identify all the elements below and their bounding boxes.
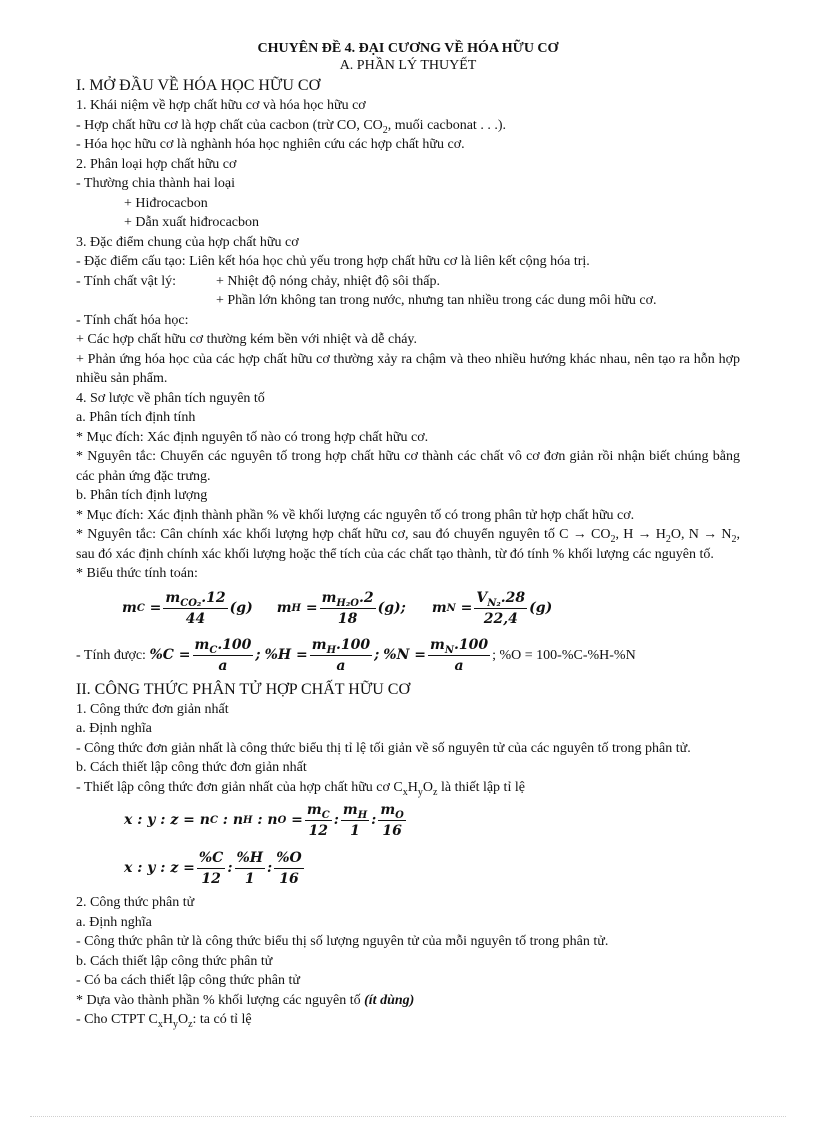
formula-mH: m H = $\frac{m_{H_2O}.2}{18}$ (g) ; [276, 589, 406, 627]
list-item: + Phần lớn không tan trong nước, nhưng tan nhiều trong các dung môi hữu cơ. [216, 293, 657, 308]
paragraph: * Mục đích: Xác định thành phần % về khối lượng các nguyên tố có trong phân tử hợp chất hữu cơ. [76, 507, 635, 523]
list-item: + Phản ứng hóa học của các hợp chất hữu cơ thường xảy ra chậm và theo nhiều hướng khác nhau, nên tạo ra hỗn hợp nhiều sản phẩm. [76, 351, 740, 386]
document-subtitle: A. PHẦN LÝ THUYẾT [339, 58, 477, 73]
paragraph: a. Phân tích định tính [76, 410, 196, 425]
physical-properties [76, 272, 740, 292]
paragraph: a. Định nghĩa [76, 914, 152, 930]
paragraph: b. Phân tích định lượng [76, 488, 208, 503]
paragraph: - Có ba cách thiết lập công thức phân tử [76, 973, 300, 988]
subsection-title: 3. Đặc điểm chung của hợp chất hữu cơ [76, 234, 299, 250]
list-item: + Các hợp chất hữu cơ thường kém bền với nhiệt và dễ cháy. [76, 332, 418, 347]
formula-pN: %N = $\frac{m_N.100}{a}$ [383, 636, 489, 674]
paragraph: - Đặc điểm cấu tạo: Liên kết hóa học chủ yếu trong hợp chất hữu cơ là liên kết cộng hóa trị. [76, 254, 590, 269]
paragraph: * Biểu thức tính toán: [76, 566, 198, 581]
formula-mC: m C = $\frac{m_{CO_2}.12}{44}$ (g) [122, 589, 253, 627]
paragraph: * Dựa vào thành phần % khối lượng các nguyên tố (ít dùng) [76, 992, 415, 1008]
subsection-title: 2. Phân loại hợp chất hữu cơ [76, 156, 237, 172]
page-bottom-divider [30, 1116, 786, 1117]
paragraph: b. Cách thiết lập công thức phân tử [76, 953, 273, 969]
formula-pH: %H = $\frac{m_H.100}{a}$ ; [264, 636, 380, 674]
paragraph: - Tính chất hóa học: [76, 312, 189, 328]
section-heading-1: I. MỞ ĐẦU VỀ HÓA HỌC HỮU CƠ [76, 77, 321, 94]
subsection-title: 2. Công thức phân tử [76, 895, 195, 910]
paragraph: - Công thức phân tử là công thức biểu thị số lượng nguyên tử của mỗi nguyên tố trong phân tử. [76, 934, 609, 949]
ratio-formula-mass: x : y : z = n C : n H : n O = $\frac{m_C}{12}$ : $\frac{m_H}{1}$ : $\frac{m_O}{16}$ [124, 802, 404, 839]
formula-pO: ; %O = 100-%C-%H-%N [492, 647, 636, 663]
paragraph: a. Định nghĩa [76, 721, 152, 736]
paragraph: * Nguyên tắc: Cân chính xác khối lượng hợp chất hữu cơ, sau đó chuyển nguyên tố $C \to CO_2$, $H \to H_2O$, $N \to N_2$, sau đó xác định chính xác khối lượng hoặc thể tích của các chất tạo thành, từ đó tính % khối lượng các nguyên tố. [76, 527, 740, 562]
subsection-title: 4. Sơ lược về phân tích nguyên tố [76, 390, 265, 406]
paragraph: * Mục đích: Xác định nguyên tố nào có trong hợp chất hữu cơ. [76, 429, 429, 445]
list-item: + Dẫn xuất hiđrocacbon [124, 215, 260, 230]
formula-mN: m N = $\frac{V_{N_2}.28}{22,4}$ (g) [431, 589, 553, 627]
list-item: + Hiđrocacbon [124, 195, 208, 211]
mass-formulas [76, 584, 740, 634]
section-heading-2: II. CÔNG THỨC PHÂN TỬ HỢP CHẤT HỮU CƠ [76, 680, 411, 698]
paragraph: - Hợp chất hữu cơ là hợp chất của cacbon (trừ CO, $CO_2$, muối cacbonat . . .). [76, 117, 506, 136]
paragraph: - Hóa học hữu cơ là nghành hóa học nghiên cứu các hợp chất hữu cơ. [76, 137, 465, 152]
paragraph: - Cho CTPT $C_xH_yO_z$: ta có tỉ lệ [76, 1012, 252, 1030]
subsection-title: 1. Công thức đơn giản nhất [76, 701, 229, 717]
ratio-formula-percent: x : y : z = $\frac{\%C}{12}$ : $\frac{\%H}{1}$ : $\frac{\%O}{16}$ [124, 850, 302, 887]
paragraph: - Công thức đơn giản nhất là công thức biểu thị tỉ lệ tối giản về số nguyên tử của các nguyên tố trong phân tử. [76, 740, 691, 756]
list-item: + Nhiệt độ nóng chảy, nhiệt độ sôi thấp. [216, 273, 440, 289]
paragraph: b. Cách thiết lập công thức đơn giản nhất [76, 760, 307, 775]
paragraph: - Thường chia thành hai loại [76, 176, 235, 191]
formula-pC: %C = $\frac{m_C.100}{a}$ ; [149, 636, 261, 674]
subsection-title: 1. Khái niệm về hợp chất hữu cơ và hóa học hữu cơ [76, 98, 366, 113]
document-page [76, 40, 740, 1030]
percent-formulas: - Tính được: %C = $\frac{m_C.100}{a}$ ; %H = $\frac{m_H.100}{a}$ ; %N = $\frac{m_N.100}{a}$ ; %O = 100-%C-%H-%N [76, 636, 636, 674]
paragraph: - Thiết lập công thức đơn giản nhất của hợp chất hữu cơ $C_xH_yO_z$ là thiết lập tỉ lệ [76, 779, 525, 798]
paragraph: * Nguyên tắc: Chuyển các nguyên tố trong hợp chất hữu cơ thành các chất vô cơ đơn giản rồi nhận biết chúng bằng các phản ứng đặc trưng. [76, 449, 740, 484]
document-title: CHUYÊN ĐỀ 4. ĐẠI CƯƠNG VỀ HÓA HỮU CƠ [257, 41, 559, 56]
properties-label: - Tính chất vật lý: [76, 273, 177, 289]
